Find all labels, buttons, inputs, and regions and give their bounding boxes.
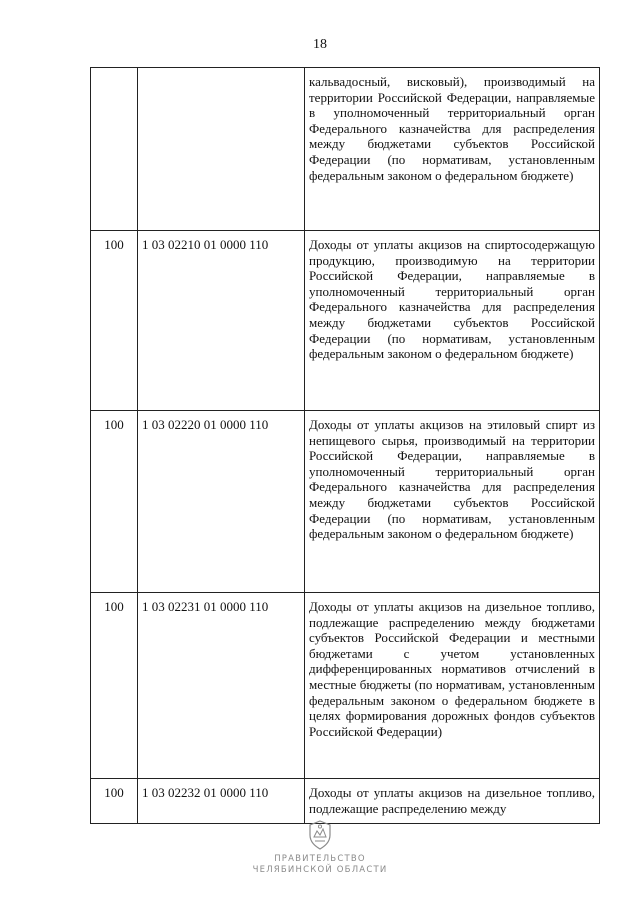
coat-of-arms-icon (307, 820, 333, 850)
table-row (91, 411, 600, 593)
page-number: 18 (313, 37, 327, 52)
table-row (91, 779, 600, 824)
footer-line-2: ЧЕЛЯБИНСКОЙ ОБЛАСТИ (252, 865, 388, 875)
revenue-name-text: Доходы от уплаты акцизов на дизельное топливо, подлежащие распределению между (309, 785, 595, 816)
budget-code-cell: 1 03 02232 01 0000 110 (138, 779, 305, 824)
government-footer (0, 820, 640, 876)
revenue-name-cell (305, 779, 600, 824)
table-row (91, 68, 600, 231)
budget-code-cell: 1 03 02231 01 0000 110 (138, 593, 305, 779)
admin-code-cell: 100 (91, 231, 138, 411)
admin-code-cell: 100 (91, 411, 138, 593)
revenue-name-cell (305, 411, 600, 593)
revenue-name-cell (305, 231, 600, 411)
revenue-name-text: Доходы от уплаты акцизов на этиловый спирт из непищевого сырья, производимый на территории Российской Федерации, направляемые в уполномоченный территориальный орган Федерального казначейства для распределения между бюджетами субъектов Российской Федерации (по нормативам, установленным федеральным законом о федеральном бюджете) (309, 417, 595, 542)
admin-code-cell (91, 68, 138, 231)
budget-code-cell (138, 68, 305, 231)
revenue-name-text: Доходы от уплаты акцизов на дизельное топливо, подлежащие распределению между бюджетами субъектов Российской Федерации и местными бюджетами с учетом установленных дифференцированных нормативов отчислений в местные бюджеты (по нормативам, установленным федеральным законом о федеральном бюджете в целях формирования дорожных фондов субъектов Российской Федерации) (309, 599, 595, 739)
budget-code-cell: 1 03 02220 01 0000 110 (138, 411, 305, 593)
admin-code-cell: 100 (91, 779, 138, 824)
admin-code-cell: 100 (91, 593, 138, 779)
table-row (91, 231, 600, 411)
revenue-name-text: Доходы от уплаты акцизов на спиртосодержащую продукцию, производимую на территории Российской Федерации, направляемые в уполномоченный территориальный орган Федерального казначейства для распределения между бюджетами субъектов Российской Федерации (по нормативам, установленным федеральным законом о федеральном бюджете) (309, 237, 595, 362)
revenue-name-cell (305, 593, 600, 779)
table-row (91, 593, 600, 779)
revenue-name-cell (305, 68, 600, 231)
footer-line-1: ПРАВИТЕЛЬСТВО (274, 854, 366, 864)
budget-code-cell: 1 03 02210 01 0000 110 (138, 231, 305, 411)
revenue-name-text: кальвадосный, висковый), производимый на территории Российской Федерации, направляемые в уполномоченный территориальный орган Федерального казначейства для распределения между бюджетами субъектов Российской Федерации (по нормативам, установленным федеральным законом о федеральном бюджете) (309, 74, 595, 183)
revenue-code-table (90, 67, 600, 824)
